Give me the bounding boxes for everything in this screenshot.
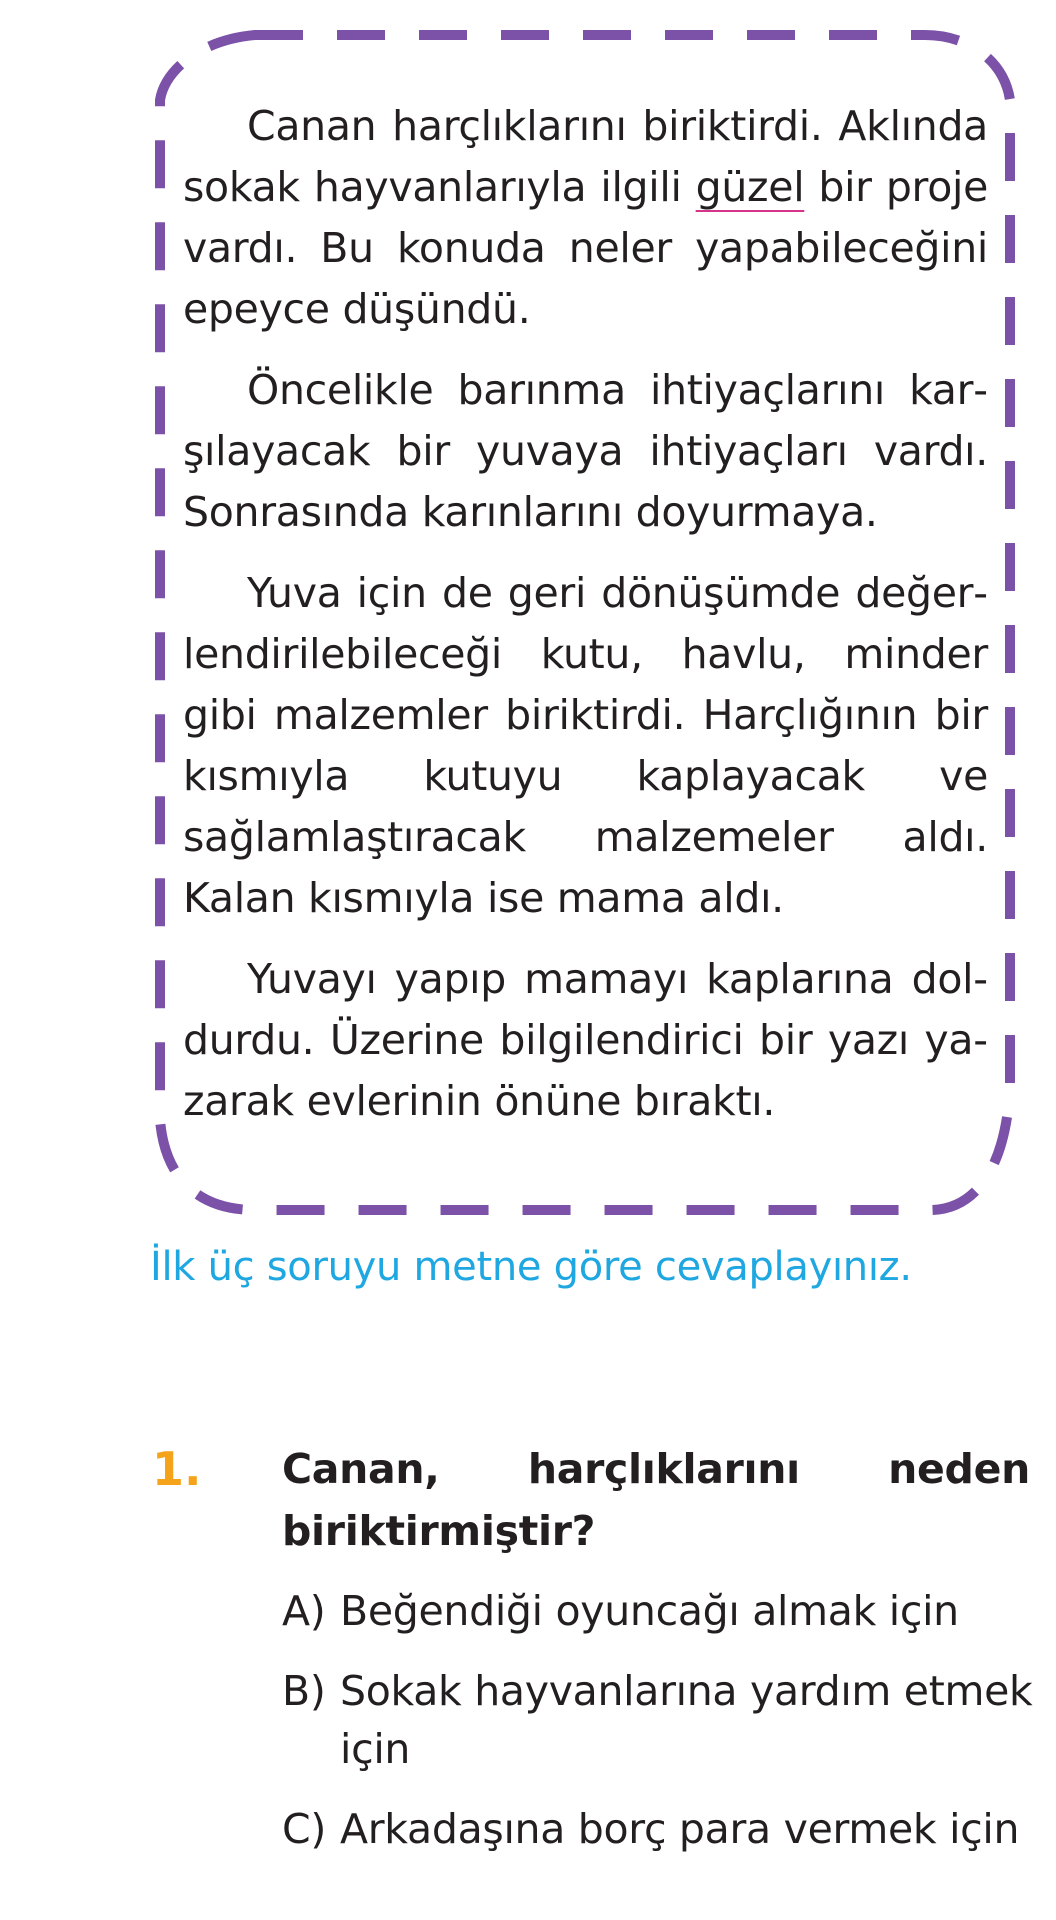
option-text: Beğendiği oyuncağı almak için	[340, 1587, 959, 1635]
question-number: 1.	[152, 1442, 202, 1496]
option-b[interactable]	[282, 1662, 1042, 1778]
option-letter: A)	[282, 1587, 326, 1635]
option-text: Arkadaşına borç para vermek için	[340, 1805, 1020, 1853]
option-text: Sokak hayvanlarına yardım etmek için	[340, 1667, 1033, 1773]
instruction-text: İlk üç soruyu metne göre cevaplayınız.	[150, 1244, 912, 1290]
option-letter: C)	[282, 1805, 327, 1853]
option-c[interactable]	[282, 1800, 1042, 1858]
option-a[interactable]	[282, 1582, 1042, 1640]
answer-options	[282, 1582, 1042, 1880]
story-paragraph-1: Canan harçlıklarını biriktirdi. Aklında sokak hayvanlarıyla ilgili güzel bir proje vardı. Bu konuda neler yapabileceğini epeyce düşündü.	[183, 102, 988, 333]
story-paragraph-3: Yuva için de geri dönüşümde değerlendirilebileceği kutu, havlu, minder gibi malzemler biriktirdi. Harçlığının bir kısmıyla kutuyu kaplayacak ve sağlamlaştıracak malzemeler aldı. Kalan kısmıyla ise mama aldı.	[183, 569, 988, 922]
option-letter: B)	[282, 1667, 326, 1715]
story-paragraph-4: Yuvayı yapıp mamayı kaplarına doldurdu. Üzerine bilgilendirici bir yazı yazarak evlerinin önüne bıraktı.	[183, 955, 988, 1125]
question-text: Canan, harçlıklarını neden biriktirmiştir?	[282, 1445, 1030, 1555]
story-paragraph-2: Öncelikle barınma ihtiyaçlarını karşılayacak bir yuvaya ihtiyaçları vardı. Sonrasında karınlarını doyurmaya.	[183, 366, 988, 536]
highlighted-word: güzel	[695, 163, 805, 211]
story-text	[183, 96, 988, 1132]
